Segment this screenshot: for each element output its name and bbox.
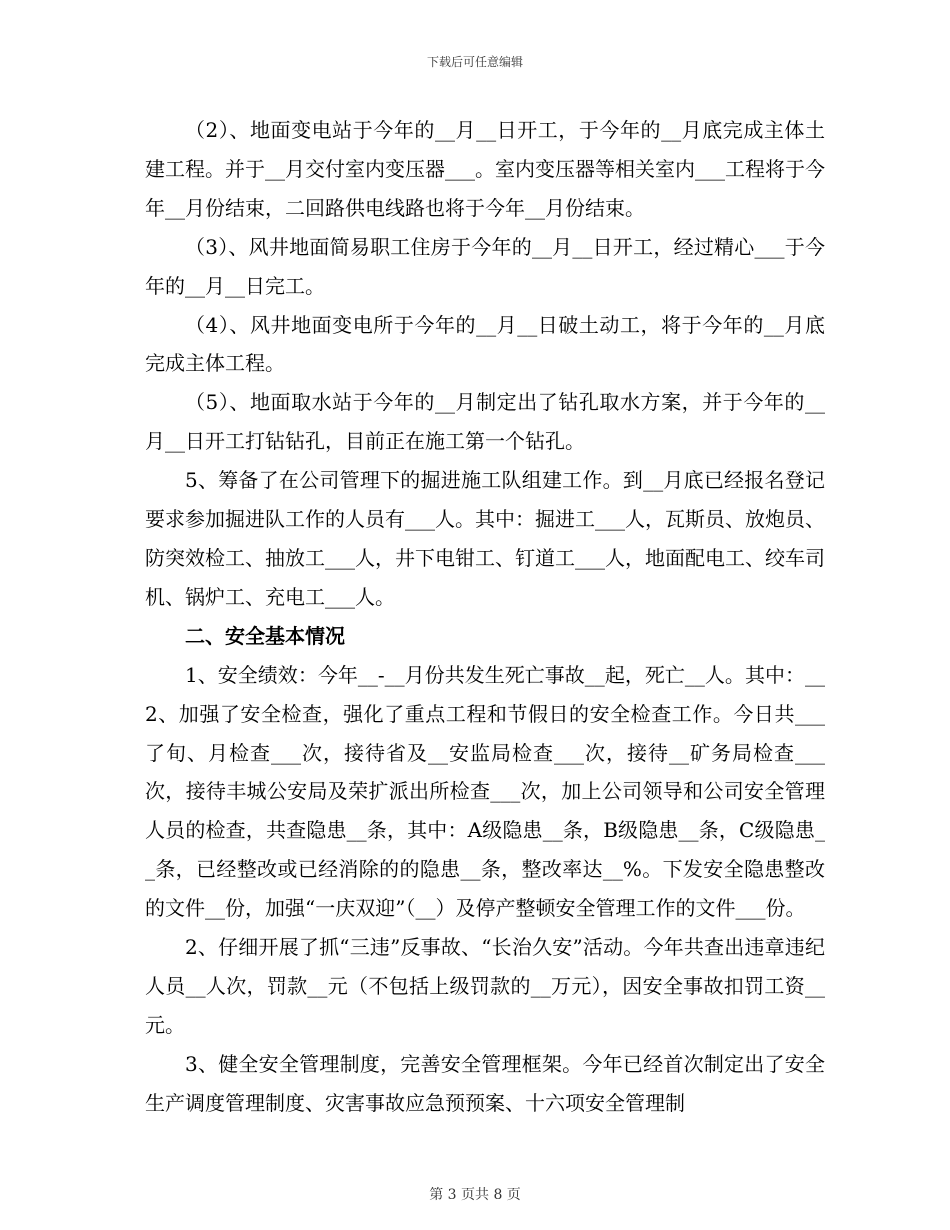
paragraph-shaft-substation: （4）、风井地面变电所于今年的__月__日破土动工，将于今年的__月底完成主体工程。: [145, 312, 825, 376]
paragraph-water-station: （5）、地面取水站于今年的__月制定出了钻孔取水方案，并于今年的__月__日开工打钻钻孔，目前正在施工第一个钻孔。: [145, 390, 825, 454]
section-heading-safety: 二、安全基本情况: [185, 623, 345, 648]
document-body: [145, 111, 825, 1123]
paragraph-substation: （2）、地面变电站于今年的__月__日开工，于今年的__月底完成主体土建工程。并于__月交付室内变压器___。室内变压器等相关室内___工程将于今年__月份结束，二回路供电线路也将于今年__月份结束。: [145, 118, 825, 220]
paragraph-staff-housing: （3）、风井地面简易职工住房于今年的__月__日开工，经过精心___于今年的__月__日完工。: [145, 234, 825, 298]
paragraph-three-violations: 2、仔细开展了抓“三违”反事故、“长治久安”活动。今年共查出违章违纪人员__人次，罚款__元（不包括上级罚款的__万元），因安全事故扣罚工资__元。: [145, 935, 825, 1037]
page-footer: 第 3 页共 8 页: [429, 1187, 521, 1203]
page-header: 下载后可任意编辑: [426, 55, 523, 69]
paragraph-team-building: 5、筹备了在公司管理下的掘进施工队组建工作。到__月底已经报名登记要求参加掘进队工作的人员有___人。其中：掘进工___人，瓦斯员、放炮员、防突效检工、抽放工___人，井下电钳工、钉道工___人，地面配电工、绞车司机、锅炉工、充电工___人。: [145, 468, 825, 609]
paragraph-safety-system: 3、健全安全管理制度，完善安全管理框架。今年已经首次制定出了安全生产调度管理制度、灾害事故应急预预案、十六项安全管理制: [145, 1051, 825, 1115]
paragraph-safety-performance: 1、安全绩效：今年__-__月份共发生死亡事故__起，死亡__人。其中：__2、加强了安全检查，强化了重点工程和节假日的安全检查工作。今日共___了旬、月检查___次，接待省及__安监局检查___次，接待__矿务局检查___次，接待丰城公安局及荣扩派出所检查___次，加上公司领导和公司安全管理人员的检查，共查隐患__条，其中：A级隐患__条，B级隐患__条，C级隐患__条，已经整改或已经消除的的隐患__条，整改率达__%。下发安全隐患整改的文件__份，加强“一庆双迎”（__）及停产整顿安全管理工作的文件___份。: [145, 662, 825, 921]
